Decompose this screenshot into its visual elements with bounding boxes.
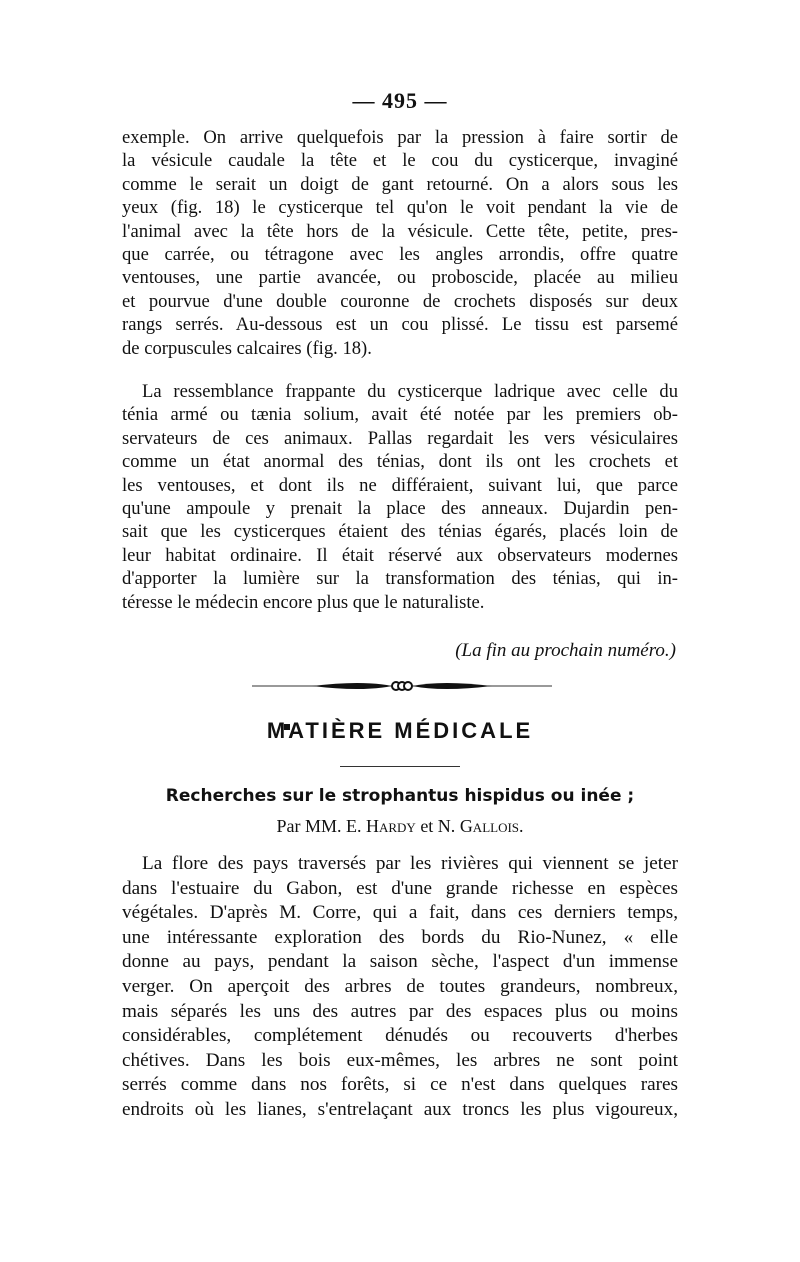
text-line: les ventouses, et dont ils ne différaient, suivant lui, que parce xyxy=(122,474,678,496)
text-line: verger. On aperçoit des arbres de toutes grandeurs, nombreux, xyxy=(122,975,678,997)
text-line: rangs serrés. Au-dessous est un cou plissé. Le tissu est parsemé xyxy=(122,314,678,336)
text-line: chétives. Dans les bois eux-mêmes, les arbres ne sont point xyxy=(122,1049,678,1071)
text-line: comme le serait un doigt de gant retourné. On a alors sous les xyxy=(122,173,678,195)
text-line: dans l'estuaire du Gabon, est d'une grande richesse en espèces xyxy=(122,877,678,899)
text-line: que carrée, ou tétragone avec les angles arrondis, offre quatre xyxy=(122,243,678,265)
text-line: La flore des pays traversés par les rivières qui viennent se jeter xyxy=(142,853,678,874)
text-line: la vésicule caudale la tête et le cou du cysticerque, invaginé xyxy=(122,150,678,172)
authors-line xyxy=(0,816,800,837)
author-gallois: Gallois. xyxy=(459,816,524,836)
text-line: d'apporter la lumière sur la transformation des ténias, qui in- xyxy=(122,568,678,590)
text-line: téresse le médecin encore plus que le naturaliste. xyxy=(122,591,485,613)
page-number: — 495 — xyxy=(352,88,448,113)
section-rule xyxy=(340,766,460,767)
text-line: une intéressante exploration des bords du Rio-Nunez, « elle xyxy=(122,926,678,948)
text-line: leur habitat ordinaire. Il était réservé aux observateurs modernes xyxy=(122,544,678,566)
text-line: l'animal avec la tête hors de la vésicule. Cette tête, petite, pres- xyxy=(122,220,678,242)
authors-prefix: Par MM. E. xyxy=(276,816,362,836)
text-line: donne au pays, pendant la saison sèche, l'aspect d'un immense xyxy=(122,951,678,973)
text-line: serrés comme dans nos forêts, si ce n'est dans quelques rares xyxy=(122,1074,678,1096)
text-line: considérables, complétement dénudés ou recouverts d'herbes xyxy=(122,1025,678,1047)
continued-note: (La fin au prochain numéro.) xyxy=(455,640,676,661)
text-line: La ressemblance frappante du cysticerque ladrique avec celle du xyxy=(142,381,678,402)
paragraph-ressemblance xyxy=(122,380,678,614)
text-line: yeux (fig. 18) le cysticerque tel qu'on le voit pendant la vie de xyxy=(122,197,678,219)
author-hardy: Hardy xyxy=(365,816,416,836)
text-line: de corpuscules calcaires (fig. 18). xyxy=(122,337,372,359)
text-line: servateurs de ces animaux. Pallas regardait les vers vésiculaires xyxy=(122,427,678,449)
text-line: exemple. On arrive quelquefois par la pression à faire sortir de xyxy=(122,127,678,148)
text-line: ventouses, une partie avancée, ou proboscide, placée au milieu xyxy=(122,267,678,289)
text-line: mais séparés les uns des autres par des espaces plus ou moins xyxy=(122,1000,678,1022)
article-title: Recherches sur le strophantus hispidus ou inée ; xyxy=(165,786,635,806)
text-line: comme un état anormal des ténias, dont ils ont les crochets et xyxy=(122,451,678,473)
paragraph-cysticerque xyxy=(122,126,678,360)
section-title: MATIÈRE MÉDICALE xyxy=(266,718,534,743)
text-line: qu'une ampoule y prenait la place des anneaux. Dujardin pen- xyxy=(122,497,678,519)
text-line: végétales. D'après M. Corre, qui a fait, dans ces derniers temps, xyxy=(122,902,678,924)
authors-middle: et N. xyxy=(420,816,456,836)
ornamental-divider xyxy=(252,676,552,696)
text-line: ténia armé ou tænia solium, avait été notée par les premiers ob- xyxy=(122,404,678,426)
paragraph-flore xyxy=(122,852,678,1123)
text-line: et pourvue d'une double couronne de crochets disposés sur deux xyxy=(122,290,678,312)
text-line: sait que les cysticerques étaient des ténias égarés, placés loin de xyxy=(122,521,678,543)
text-line: endroits où les lianes, s'entrelaçant aux troncs les plus vigoureux, xyxy=(122,1098,678,1120)
